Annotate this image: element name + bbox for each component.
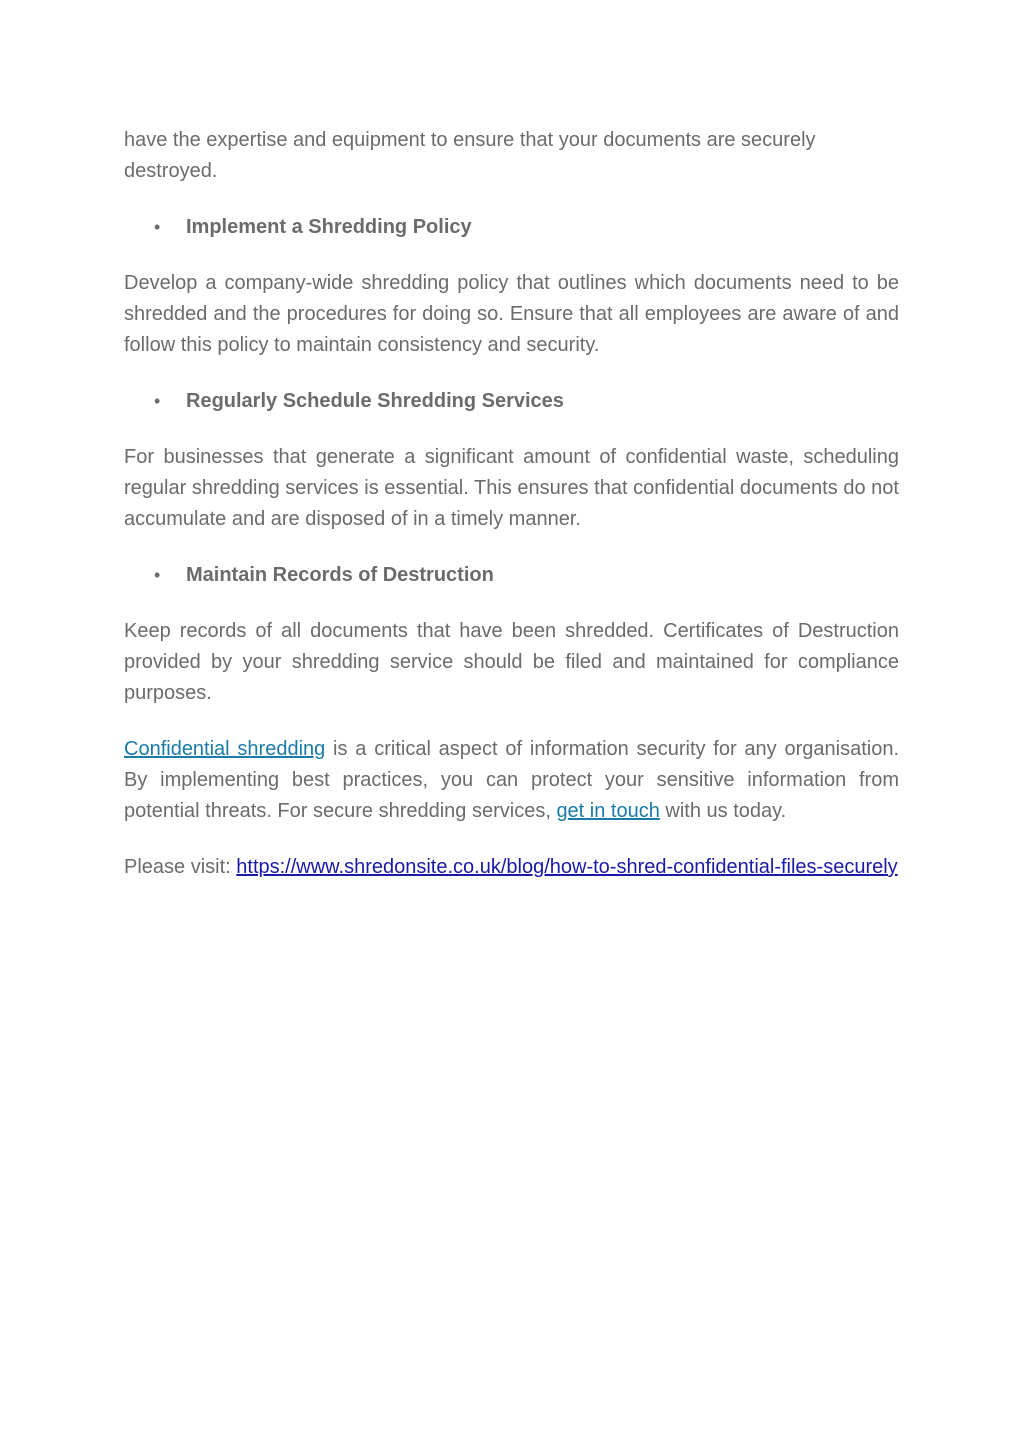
bullet-heading-schedule-services <box>124 386 899 417</box>
visit-label: Please visit: <box>124 856 237 878</box>
bullet-icon: • <box>154 565 161 585</box>
conclusion-paragraph <box>124 734 899 827</box>
heading-text: Maintain Records of Destruction <box>186 564 494 586</box>
conclusion-text-1: is a critical aspect of information security for any organisation. By implementing best practices, you can protect your sensitive information from potential threats. For secure shredding services, <box>124 738 899 822</box>
blog-url-link[interactable]: https://www.shredonsite.co.uk/blog/how-to-shred-confidential-files-securely <box>236 856 898 878</box>
bullet-icon: • <box>154 217 161 237</box>
bullet-heading-shredding-policy <box>124 212 899 243</box>
paragraph-records-destruction: Keep records of all documents that have been shredded. Certificates of Destruction provided by your shredding service should be filed and maintained for compliance purposes. <box>124 620 899 704</box>
confidential-shredding-link[interactable]: Confidential shredding <box>124 738 326 760</box>
get-in-touch-link[interactable]: get in touch <box>556 800 660 822</box>
intro-paragraph: have the expertise and equipment to ensure that your documents are securely destroyed. <box>124 129 816 182</box>
paragraph-schedule-services: For businesses that generate a significant amount of confidential waste, scheduling regular shredding services is essential. This ensures that confidential documents do not accumulate and are disposed of in a timely manner. <box>124 446 899 530</box>
paragraph-shredding-policy: Develop a company-wide shredding policy that outlines which documents need to be shredded and the procedures for doing so. Ensure that all employees are aware of and follow this policy to maintain consistency and security. <box>124 272 899 356</box>
heading-text: Regularly Schedule Shredding Services <box>186 390 564 412</box>
document-page <box>124 125 899 883</box>
bullet-icon: • <box>154 391 161 411</box>
heading-text: Implement a Shredding Policy <box>186 216 472 238</box>
visit-paragraph <box>124 852 899 883</box>
conclusion-text-2: with us today. <box>659 800 787 822</box>
bullet-heading-records-destruction <box>124 560 899 591</box>
